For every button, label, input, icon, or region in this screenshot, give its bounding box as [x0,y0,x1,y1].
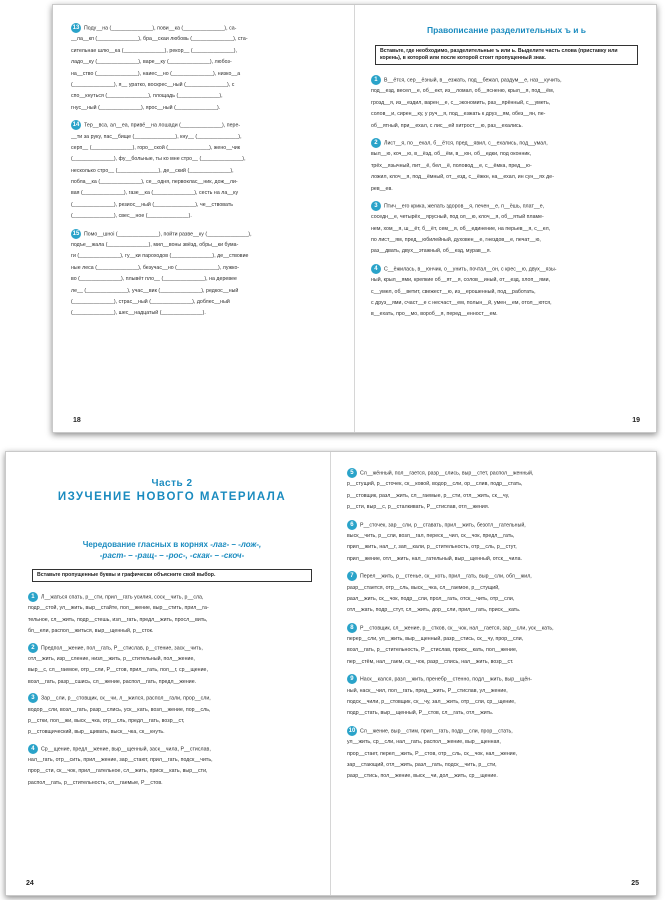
exercise-line [71,166,340,177]
exercise-number-badge: 7 [347,571,357,581]
exercise-text: соседн__е, четырёх__ярусный, под ол__ю, клоч__я, об__ятый пламе- [371,214,544,221]
exercise-list [71,23,340,320]
exercise-text: Наск__кался, разл__жить, пренебр__стенно, подл__жить, выр__щён- [360,676,532,683]
exercise-text: по лист__ям, пред__юбилейный, духовен__е, гнездов__е, печат__ю, [371,237,541,244]
exercise-line [71,143,340,154]
exercise-number-badge: 14 [72,122,80,129]
exercise-text: солов__и, сирен__ку, у руч__я, под__езжать к друз__ям, обез__ян, пе- [371,111,546,118]
exercise-2 [371,138,642,195]
exercise-line [347,531,641,542]
exercise-text: С__ёжилась, в__юнчик, о__унить, почтал__он, с крес__ю, двух__язы- [384,266,557,273]
task-instruction: Вставьте, где необходимо, разделительные ъ или ь. Выделите часть слова (приставку или корень), в которой или после которой стоит пропущенный знак. [375,45,638,65]
exercise-text: р__стовщический, выр__щивать, выск__чка, ск__кнуть. [28,729,165,736]
topic-roots-1: -лаг- – -лож-, [210,540,262,549]
exercise-number-badge: 3 [28,693,38,703]
exercise-line [28,626,316,637]
exercise-number-badge: 1 [28,592,38,602]
exercise-text: тельное, сл__жить, подр__стешь, изл__гать, предл__жить, просл__вить, [28,616,208,623]
exercise-text: подр__стой, ул__жить, выр__стайте, пол__жение, выр__стить, прил__га- [28,605,209,612]
exercise-text: Л__жаться спать, р__сти, прил__гать усилия, соск__чить, р__сла, [41,594,204,601]
exercise-line [371,287,642,298]
exercise-text: Р__стовщик, сл__жение, р__стков, ск__чок, нал__гается, зар__сли, уск__кать, [360,625,554,632]
exercise-text: Ср__щение, предл__жение, выр__щенный, заск__чила, Р__стислав, [41,746,211,753]
exercise-text: (______________), я__ уратко, воскрес__ный (______________), с [71,81,235,88]
exercise-text: (______________), страс__ный (______________), доблес__ный [71,298,230,305]
exercise-text: ный, наск__чил, пол__гать, пред__жить, Р__стислав, ул__жение, [347,687,508,694]
exercise-text: зар__стающий, отл__жить, разл__гать, подск__чить, р__сти, [347,761,497,768]
exercise-3 [371,201,642,258]
exercise-text: нал__гать, отр__сить, прил__жение, зар__стают, прил__гать, подск__чить, [28,757,213,764]
exercise-line [347,749,641,760]
exercise-line [371,98,642,109]
exercise-text: подск__чили, р__стовщик, ск__чу, зал__жить, отр__сли, ср__щение, [347,699,516,706]
exercise-line [347,737,641,748]
exercise-text: р__стовщик, разл__жить, сл__гаемые, р__сти, отл__жить, ск__чу, [347,492,510,499]
exercise-text: выр__с, сл__гаемое, отр__сли, Р__стов, прил__гать, пол__г, ср__щение, [28,667,208,674]
exercise-2 [28,643,316,689]
exercise-line [71,34,340,45]
exercise-text: подр__стать, выр__щенный, Р__стов, сл__гать, отл__жить. [347,710,494,717]
exercise-text: ул__жить, ср__сли, нал__гать, распол__жение, выр__щенная, [347,739,501,746]
exercise-text: разр__стается, отр__сль, выск__чка, сл__гаемое, р__стущий, [347,584,500,591]
exercise-3 [28,693,316,739]
exercise-line [371,86,642,97]
exercise-number-badge: 4 [371,264,381,274]
topic-title [28,539,316,561]
exercise-line [347,760,641,771]
exercise-13 [71,23,340,114]
exercise-line [347,674,641,685]
exercise-text: Зар__сли, р__стовщик, ск__чи, л__жился, распол__гали, прор__сли, [41,695,211,702]
exercise-line [71,188,340,199]
exercise-line [28,778,316,789]
exercise-line [371,149,642,160]
exercise-line [347,520,641,531]
exercise-text: с друз__ями, счаст__е с несчаст__ем, полын__й, умен__ем, отол__ются, [371,300,552,307]
spread-pages-18-19 [52,4,657,433]
exercise-line [347,686,641,697]
exercise-line [347,583,641,594]
exercise-line [28,665,316,676]
exercise-text: в__ехать, про__мо, вороб__я, перед__енност__ем. [371,311,498,318]
topic-roots-2: -раст- – -ращ- – -рос-, -скак- – -скоч- [99,551,245,560]
exercise-text: р__сти, выр__с, р__сталкивать, Р__стислав, отл__жения. [347,504,490,511]
exercise-text: вая (______________), газе__ка (______________), сесть на ла__ку [71,190,239,197]
exercise-text: (______________), шес__надцатый (______________). [71,310,206,317]
exercise-text: разл__жить, ск__чок, подр__сли, прол__гать, отск__чить, отр__сли, [347,595,515,602]
exercise-line [28,603,316,614]
exercise-15 [71,229,340,320]
exercise-list [371,75,642,321]
exercise-text: подъе__жала (______________), мил__воны звёзд, обры__ки бума- [71,242,239,249]
exercise-text: Перел__жить, р__стенье, ск__коть, прил__гать, выр__сли, обл__жил, [360,573,532,580]
exercise-line [71,251,340,262]
exercise-text: прор__сти, ск__чок, прил__гательное, сл__жить, приск__кать, выр__сти, [28,768,208,775]
exercise-4 [371,264,642,321]
exercise-1 [371,75,642,132]
exercise-line [71,297,340,308]
exercise-text: бл__ели, распол__житься, выр__щенный, р__сток. [28,628,154,635]
exercise-line [71,46,340,57]
exercise-line [347,594,641,605]
exercise-text: ный, крыл__ями, крепкие об__ят__я, солов__иный, от__езд, хлоп__ями, [371,277,551,284]
exercise-line [347,542,641,553]
exercise-line [371,264,642,275]
exercise-line [347,491,641,502]
exercise-list [347,468,641,783]
exercise-text: (______________), свес__ное (______________). [71,213,192,220]
exercise-4 [28,744,316,790]
page-number: 18 [73,417,81,424]
exercise-line [71,120,340,131]
exercise-line [71,274,340,285]
exercise-line [347,554,641,565]
exercise-line [371,201,642,212]
exercise-line [28,592,316,603]
exercise-line [371,224,642,235]
exercise-line [371,172,642,183]
exercise-line [371,161,642,172]
exercise-text: р__стки, пол__жи, выск__чка, отр__сль, предл__гать, возр__ст, [28,717,185,724]
exercise-line [28,705,316,716]
page-25 [331,452,655,895]
exercise-line [71,132,340,143]
exercise-text: отл__жить, изр__сление, низл__жить, р__стительный, пол__жение, [28,655,195,662]
exercise-line [347,697,641,708]
exercise-line [71,23,340,34]
exercise-line [371,138,642,149]
exercise-10 [347,726,641,783]
exercise-number-badge: 15 [72,230,80,237]
exercise-line [71,103,340,114]
exercise-number-badge: 13 [72,25,80,31]
exercise-text: ложил, клоч__я, под__ёмный, от__езд, с__ёжкн, на__ехал, ин сун__ях де- [371,174,554,181]
exercise-text: прил__жить, нал__г, зап__кали, р__стительность, отр__сль, р__стут, [347,544,517,551]
exercise-line [71,308,340,319]
exercise-line [371,298,642,309]
exercise-7 [347,571,641,617]
page-18 [53,5,354,432]
exercise-1 [28,592,316,638]
page-number: 24 [26,880,34,887]
exercise-line [347,634,641,645]
exercise-line [28,755,316,766]
exercise-5 [347,468,641,514]
exercise-line [71,240,340,251]
exercise-number-badge: 6 [347,520,357,530]
exercise-line [347,502,641,513]
exercise-text: возл__гать, р__стительность, Р__стислав, приск__кать, пол__жение, [347,647,518,654]
exercise-line [347,605,641,616]
exercise-text: раз__двать, двух__этажный, об__езд, мурав__я. [371,248,492,255]
exercise-text: серп__ (______________), горо__ской (______________), жено__чик [71,144,241,151]
exercise-text: во (______________), плывёт пло__ (______________), на деревее [71,276,237,283]
exercise-line [71,177,340,188]
exercise-text: прор__стает, перел__жить, Р__стов, отр__сль, ск__чок, нал__жение, [347,750,518,757]
exercise-text: отл__жать, подр__стут, сл__жить, дор__сли, прил__гать, приск__кать. [347,607,521,614]
exercise-8 [347,623,641,669]
exercise-line [28,654,316,665]
exercise-line [71,69,340,80]
exercise-line [28,744,316,755]
section-title: Правописание разделительных ъ и ь [426,25,587,35]
exercise-line [71,211,340,222]
page-number: 19 [632,417,640,424]
exercise-line [71,80,340,91]
exercise-text: побла__ка (______________), се__одня, первоклас__ник, дож__ли- [71,179,238,186]
exercise-number-badge: 3 [371,201,381,211]
exercise-line [28,643,316,654]
page-24 [6,452,330,895]
exercise-text: (______________), резиос__ный (______________), че__ствовать [71,201,234,208]
exercise-text: на__ство (______________), наиес__но (______________), низко__а [71,70,241,77]
exercise-line [371,275,642,286]
exercise-text: распол__гать, р__стительность, сл__гаемые, Р__стов. [28,779,163,786]
exercise-text: В__ётся, сер__ёзный, в__езжать, под__бежал, раздум__е, наз__кучить, [384,77,562,84]
exercise-text: ле__ (______________), учас__вик (______________), редкос__ный [71,287,239,294]
exercise-line [371,309,642,320]
exercise-text: Р__сточек, зар__сли, р__ставать, прил__жить, безотл__гательный, [360,521,526,528]
exercise-number-badge: 4 [28,744,38,754]
exercise-line [71,229,340,240]
exercise-line [371,184,642,195]
exercise-text: водор__сли, возл__гать, разр__слись, уск__кать, возл__жение, пор__сль, [28,706,211,713]
exercise-text: Предпол__жение, пол__гать, Р__стислав, р__стение, заск__чить, [41,644,203,651]
exercise-list [28,592,316,789]
exercise-text: Птич__его крика, желать здоров__я, печен__е, п__ёшь, плат__е, [384,203,545,210]
exercise-text: перер__сли, ул__жить, выр__щенный, разр__стись, ск__чу, прор__сли, [347,636,524,643]
exercise-text: с__умел, об__ветит, свежест__ю, из__ерошенный, под__работать, [371,288,536,295]
exercise-9 [347,674,641,720]
exercise-line [371,246,642,257]
exercise-text: об__ятный, при__ехал, с лис__ей хитрост__ю, раз__ехались. [371,122,523,129]
exercise-number-badge: 8 [347,623,357,633]
exercise-line [347,479,641,490]
spread-pages-24-25 [5,451,657,896]
exercise-line [347,657,641,668]
exercise-line [71,154,340,165]
exercise-text: несколько стро__ (______________), де__ский (______________), [71,167,234,174]
exercise-line [71,91,340,102]
exercise-line [347,645,641,656]
exercise-line [347,708,641,719]
exercise-text: пер__стём, нал__гаем, ск__чок, разр__слись, нал__жить, возр__ст. [347,658,514,665]
exercise-text: Сл__жённый, пол__гается, разр__слись, выр__стет, распол__женный, [360,470,534,477]
exercise-text: ладо__ку (______________), варе__ку (______________), любоз- [71,59,232,66]
exercise-number-badge: 2 [371,138,381,148]
exercise-text: р__стущий, р__сточек, ск__ковой, водор__сли, ор__слив, подр__стать, [347,481,523,488]
exercise-line [28,615,316,626]
exercise-text: прил__жение, отл__жить, нал__гательный, выр__щенный, отск__чила. [347,555,523,562]
exercise-text: Поду__на (______________), пови__ка (______________), са- [84,25,237,32]
exercise-line [371,121,642,132]
exercise-line [28,727,316,738]
exercise-text: __ти за руку, пас__бище (______________), кну__ (______________), [71,133,242,140]
exercise-text: ги (______________), гу__ки пароходов (______________), де__ствовие [71,253,249,260]
exercise-line [28,677,316,688]
exercise-text: грозд__я, из__ездил, варен__е, с__экономить, раз__ярённый, с__уметь, [371,99,551,106]
page-19 [355,5,656,432]
exercise-text: нем, хом__я, ш__ёт, б__ёт, сем__я, об__единение, на перьев__я, с__ел, [371,225,551,232]
exercise-text: рев__ев. [371,185,393,192]
exercise-text: выск__чить, р__сли, возл__гал, переск__чил, ск__чок, предл__гать, [347,532,515,539]
exercise-text: спо__кнуться (______________), площадь (______________), [71,93,223,100]
exercise-line [347,623,641,634]
exercise-line [71,263,340,274]
exercise-line [371,212,642,223]
task-instruction: Вставьте пропущенные буквы и графически объясните свой выбор. [32,569,312,582]
exercise-text: разр__стись, пол__жение, выск__чи, дол__жить, ср__щение. [347,773,498,780]
exercise-line [28,766,316,777]
page-number: 25 [631,880,639,887]
exercise-number-badge: 5 [347,468,357,478]
exercise-text: ные леса (______________), безучас__но (______________), лужко- [71,264,240,271]
exercise-line [347,571,641,582]
exercise-text: возл__гать, разр__сшись, сл__жение, распол__гать, предл__жение. [28,678,197,685]
part-title: ИЗУЧЕНИЕ НОВОГО МАТЕРИАЛА [57,491,287,503]
exercise-text: Помо__шноi (______________), пойти разве__ку (______________), [84,231,252,238]
exercise-line [71,286,340,297]
exercise-number-badge: 1 [371,75,381,85]
exercise-line [371,75,642,86]
exercise-number-badge: 9 [347,674,357,684]
exercise-line [71,200,340,211]
exercise-number-badge: 10 [348,727,356,734]
exercise-line [347,726,641,737]
part-label: Часть 2 [151,478,193,489]
exercise-text: (______________), фу__больные, ты ко мне стро__ (______________), [71,156,246,163]
exercise-text: __ла__кп (______________), бра__скаи любовь (______________), ста- [71,36,248,43]
exercise-text: гнус__ный (______________), ярос__ный (______________). [71,104,221,111]
exercise-text: Тер__вса, ал__еа, привё__на лошади (______________), пере- [84,122,241,129]
exercise-line [347,468,641,479]
exercise-text: Лист__я, по__ехал, б__ётся, пред__явил, с__ехались, под__умал, [384,140,548,147]
exercise-14 [71,120,340,223]
exercise-text: выл__ю, коч__ю, в__ёзд, об__ём, в__юн, об__едки, под оконник, [371,151,532,158]
exercise-line [347,771,641,782]
exercise-text: Сл__жение, выр__стим, прил__гать, подр__сли, прор__стать, [360,728,513,735]
exercise-line [71,57,340,68]
exercise-line [28,716,316,727]
exercise-line [28,693,316,704]
exercise-line [371,235,642,246]
topic-prefix: Чередование гласных в корнях [82,540,211,549]
exercise-text: трёх__язычный, пит__ё, бел__ё, половод__е, с__ёмка, пред__ю- [371,162,532,169]
exercise-number-badge: 2 [28,643,38,653]
exercise-text: сительнае шлю__ка (______________), рекор__ (______________), [71,47,238,54]
exercise-6 [347,520,641,566]
exercise-text: под__езд, весел__е, об__ект, из__ломал, об__ясненю, крыл__я, под__ём, [371,88,555,95]
exercise-line [371,109,642,120]
